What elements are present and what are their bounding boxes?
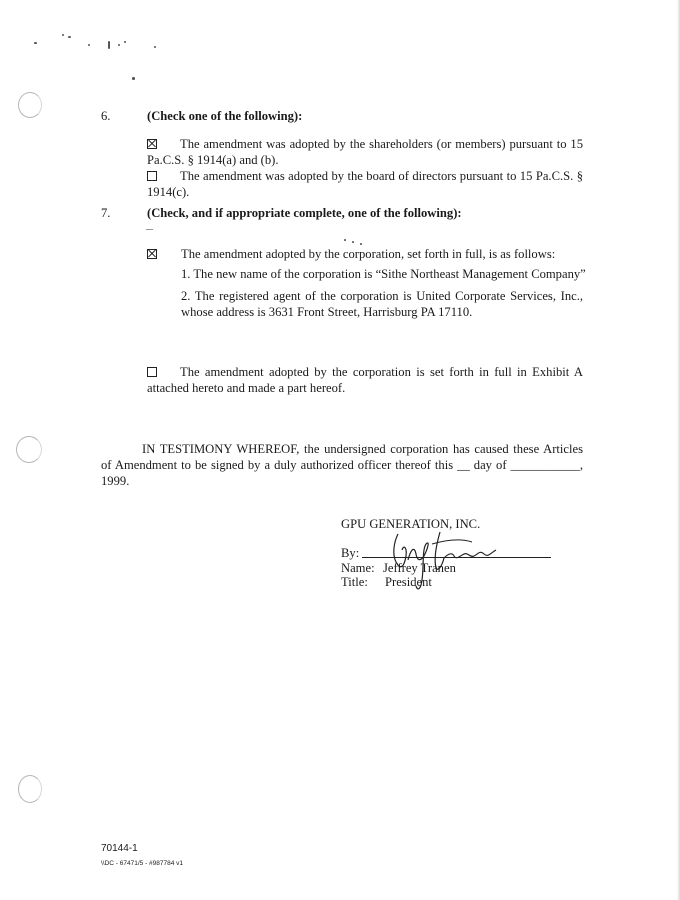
amendment-item-2: 2. The registered agent of the corporation is United Corporate Services, Inc., whose address is 3631 Front Street, Harrisburg PA 17110. xyxy=(181,289,583,319)
section-6-number: 6. xyxy=(101,109,111,123)
name-label: Name: xyxy=(341,561,375,575)
amendment-set-forth-text: The amendment adopted by the corporation, set forth in full, is as follows: xyxy=(181,247,556,261)
section-7-number: 7. xyxy=(101,206,111,220)
section-6-heading: (Check one of the following): xyxy=(147,109,303,123)
punch-hole-bottom xyxy=(18,775,42,803)
document-reference: \\DC - 67471/5 - #987784 v1 xyxy=(101,860,184,867)
document-code: 70144-1 xyxy=(101,843,138,854)
title-value: President xyxy=(385,575,432,589)
title-label: Title: xyxy=(341,575,368,589)
shareholders-adopted-text: The amendment was adopted by the shareholders (or members) pursuant to 15 Pa.C.S. § 1914(a) and (b). xyxy=(147,137,583,167)
amendment-item-1: 1. The new name of the corporation is “Sithe Northeast Management Company” xyxy=(181,267,586,281)
punch-hole-top xyxy=(18,92,42,118)
exhibit-a-text: The amendment adopted by the corporation is set forth in full in Exhibit A attached hereto and made a part hereof. xyxy=(147,365,583,395)
section-7-heading: (Check, and if appropriate complete, one of the following): xyxy=(147,206,462,220)
amendment-set-forth-checkbox[interactable] xyxy=(147,249,157,259)
punch-hole-middle xyxy=(16,436,42,463)
testimony-paragraph: IN TESTIMONY WHEREOF, the undersigned corporation has caused these Articles of Amendment to be signed by a duly authorized officer thereof this __ day of ___________, 1999. xyxy=(101,442,583,488)
by-label: By: xyxy=(341,546,360,560)
company-name: GPU GENERATION, INC. xyxy=(341,517,481,531)
board-adopted-text: The amendment was adopted by the board of directors pursuant to 15 Pa.C.S. § 1914(c). xyxy=(147,169,583,199)
name-value: Jeffrey Tranen xyxy=(383,561,456,575)
